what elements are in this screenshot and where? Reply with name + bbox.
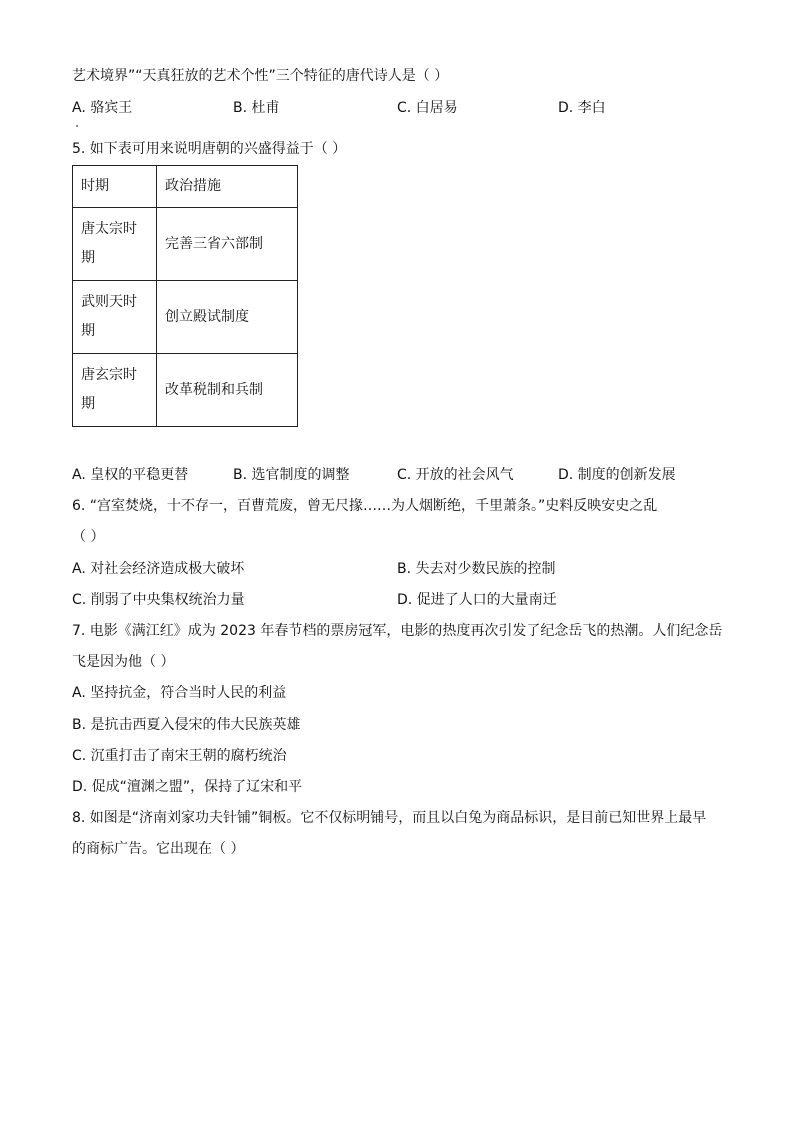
q7-stem-line1: 7. 电影《满江红》成为 2023 年春节档的票房冠军，电影的热度再次引发了纪念岳飞的热潮。人们纪念岳 [72, 623, 723, 639]
q4-option-b: B. 杜甫 [233, 100, 280, 116]
q5-option-d: D. 制度的创新发展 [558, 467, 676, 483]
q7-option-d: D. 促成“澶渊之盟”，保持了辽宋和平 [72, 779, 303, 795]
table-header-row [73, 166, 298, 208]
table-row [73, 354, 298, 427]
q7-option-c: C. 沉重打击了南宋王朝的腐朽统治 [72, 748, 287, 764]
table-cell-period: 唐玄宗时期 [73, 354, 157, 427]
table-row [73, 208, 298, 281]
q5-option-b: B. 选官制度的调整 [233, 467, 350, 483]
q8-stem-line2: 的商标广告。它出现在（ ） [72, 841, 245, 857]
q6-option-d: D. 促进了人口的大量南迁 [397, 592, 557, 608]
table-cell-measure: 创立殿试制度 [157, 281, 298, 354]
table-cell-measure: 改革税制和兵制 [157, 354, 298, 427]
q5-stem: 5. 如下表可用来说明唐朝的兴盛得益于（ ） [72, 141, 347, 157]
q8-stem-line1: 8. 如图是“济南刘家功夫针铺”铜板。它不仅标明铺号，而且以白兔为商品标识，是目前已知世界上最早 [72, 810, 707, 826]
q4-option-d: D. 李白 [558, 100, 606, 116]
scan-speck [76, 125, 78, 127]
q4-option-a: A. 骆宾王 [72, 100, 133, 116]
q6-option-c: C. 削弱了中央集权统治力量 [72, 592, 245, 608]
q4-option-c: C. 白居易 [397, 100, 458, 116]
table-cell-measure: 完善三省六部制 [157, 208, 298, 281]
q4-stem-tail: 艺术境界”“天真狂放的艺术个性”三个特征的唐代诗人是（ ） [72, 68, 449, 84]
table-cell-period: 唐太宗时期 [73, 208, 157, 281]
q5-option-c: C. 开放的社会风气 [397, 467, 514, 483]
table-row [73, 281, 298, 354]
q6-option-a: A. 对社会经济造成极大破坏 [72, 561, 245, 577]
q6-option-b: B. 失去对少数民族的控制 [397, 561, 556, 577]
table-header-measure: 政治措施 [157, 166, 298, 208]
q6-stem-line2: （ ） [72, 529, 105, 545]
q5-option-a: A. 皇权的平稳更替 [72, 467, 189, 483]
q6-stem-line1: 6. “宫室焚烧，十不存一，百曹荒废，曾无尺掾……为人烟断绝，千里萧条。”史料反映安史之乱 [72, 498, 658, 514]
q7-option-a: A. 坚持抗金，符合当时人民的利益 [72, 685, 287, 701]
table-header-period: 时期 [73, 166, 157, 208]
q7-stem-line2: 飞是因为他（ ） [72, 654, 175, 670]
table-cell-period: 武则天时期 [73, 281, 157, 354]
q5-table [72, 165, 298, 427]
q7-option-b: B. 是抗击西夏入侵宋的伟大民族英雄 [72, 717, 301, 733]
